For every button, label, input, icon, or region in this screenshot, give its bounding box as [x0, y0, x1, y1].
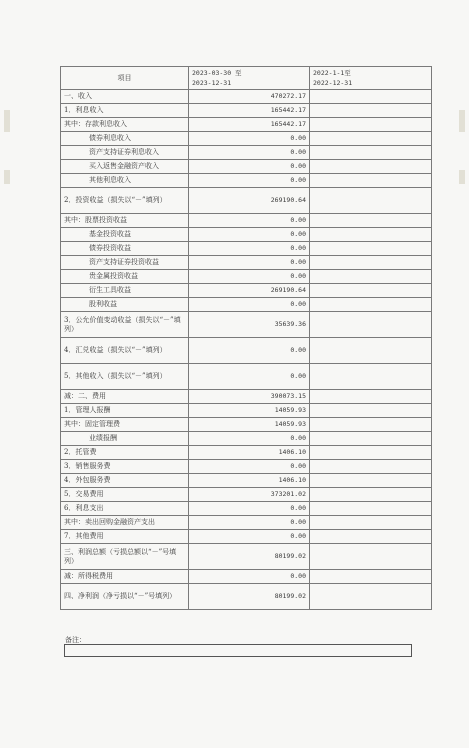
row-prior-value: [310, 298, 432, 312]
scan-artifact: [459, 110, 465, 132]
row-prior-value: [310, 418, 432, 432]
table-row: [61, 460, 432, 474]
row-current-value: 373201.02: [189, 488, 310, 502]
row-prior-value: [310, 364, 432, 390]
row-current-value: 0.00: [189, 132, 310, 146]
row-current-value: 0.00: [189, 298, 310, 312]
row-current-value: 269190.64: [189, 188, 310, 214]
row-current-value: 0.00: [189, 516, 310, 530]
row-label: 6．利息支出: [61, 502, 189, 516]
row-label: 4．汇兑收益（损失以“－”填列）: [61, 338, 189, 364]
row-prior-value: [310, 474, 432, 488]
row-current-value: 0.00: [189, 160, 310, 174]
table-row: [61, 530, 432, 544]
table-row: [61, 544, 432, 570]
row-label: 买入返售金融资产收入: [61, 160, 189, 174]
row-label: 三、利润总额（亏损总额以“－”号填列）: [61, 544, 189, 570]
table-row: [61, 502, 432, 516]
table-row: [61, 446, 432, 460]
row-label: 资产支持证券利息收入: [61, 146, 189, 160]
row-label: 7．其他费用: [61, 530, 189, 544]
row-current-value: 390073.15: [189, 390, 310, 404]
table-row: [61, 90, 432, 104]
table-row: [61, 312, 432, 338]
row-label: 3．销售服务费: [61, 460, 189, 474]
row-prior-value: [310, 460, 432, 474]
row-label: 基金投资收益: [61, 228, 189, 242]
table-row: [61, 270, 432, 284]
row-prior-value: [310, 544, 432, 570]
row-label: 债券利息收入: [61, 132, 189, 146]
table-row: [61, 404, 432, 418]
header-current-line2: 2023-12-31: [192, 79, 232, 87]
row-label: 其中：固定管理费: [61, 418, 189, 432]
row-current-value: 0.00: [189, 502, 310, 516]
row-prior-value: [310, 174, 432, 188]
row-prior-value: [310, 502, 432, 516]
table-row: [61, 418, 432, 432]
row-label: 贵金属投资收益: [61, 270, 189, 284]
row-prior-value: [310, 488, 432, 502]
row-current-value: 269190.64: [189, 284, 310, 298]
row-prior-value: [310, 404, 432, 418]
row-current-value: 0.00: [189, 364, 310, 390]
row-prior-value: [310, 132, 432, 146]
header-current-line1: 2023-03-30 至: [192, 69, 242, 77]
table-row: [61, 390, 432, 404]
row-label: 5．交易费用: [61, 488, 189, 502]
row-current-value: 14059.93: [189, 418, 310, 432]
row-label: 1．管理人报酬: [61, 404, 189, 418]
row-prior-value: [310, 146, 432, 160]
table-row: [61, 214, 432, 228]
table-row: [61, 104, 432, 118]
row-current-value: 0.00: [189, 228, 310, 242]
row-label: 其中：股票投资收益: [61, 214, 189, 228]
row-current-value: 35639.36: [189, 312, 310, 338]
row-current-value: 165442.17: [189, 104, 310, 118]
row-current-value: 0.00: [189, 256, 310, 270]
row-current-value: 0.00: [189, 214, 310, 228]
row-label: 业绩报酬: [61, 432, 189, 446]
scan-artifact: [459, 170, 465, 184]
row-label: 其中：卖出回购金融资产支出: [61, 516, 189, 530]
header-prior-line1: 2022-1-1至: [313, 69, 351, 77]
table-row: [61, 146, 432, 160]
row-prior-value: [310, 270, 432, 284]
scan-artifact: [4, 170, 10, 184]
row-prior-value: [310, 214, 432, 228]
table-row: [61, 432, 432, 446]
row-label: 2．托管费: [61, 446, 189, 460]
header-prior-line2: 2022-12-31: [313, 79, 353, 87]
row-label: 4．外包服务费: [61, 474, 189, 488]
row-prior-value: [310, 570, 432, 584]
table-row: [61, 488, 432, 502]
header-item: 项目: [61, 67, 189, 90]
income-statement-table: [60, 66, 432, 610]
row-current-value: 0.00: [189, 242, 310, 256]
row-prior-value: [310, 188, 432, 214]
row-label: 5．其他收入（损失以“－”填列）: [61, 364, 189, 390]
table-row: [61, 364, 432, 390]
row-prior-value: [310, 118, 432, 132]
row-label: 衍生工具收益: [61, 284, 189, 298]
row-current-value: 80199.02: [189, 584, 310, 610]
table-row: [61, 188, 432, 214]
row-prior-value: [310, 446, 432, 460]
table-row: [61, 174, 432, 188]
row-current-value: 80199.02: [189, 544, 310, 570]
row-prior-value: [310, 390, 432, 404]
table-row: [61, 242, 432, 256]
row-label: 四、净利润（净亏损以“－”号填列）: [61, 584, 189, 610]
row-label: 一、收入: [61, 90, 189, 104]
table-row: [61, 570, 432, 584]
row-current-value: 470272.17: [189, 90, 310, 104]
row-prior-value: [310, 90, 432, 104]
notes-label: 备注：: [65, 635, 86, 647]
row-current-value: 14059.93: [189, 404, 310, 418]
row-prior-value: [310, 104, 432, 118]
row-current-value: 0.00: [189, 146, 310, 160]
row-prior-value: [310, 338, 432, 364]
table-row: [61, 228, 432, 242]
header-prior-period: [310, 67, 432, 90]
row-prior-value: [310, 584, 432, 610]
row-current-value: 0.00: [189, 530, 310, 544]
table-row: [61, 160, 432, 174]
header-current-period: [189, 67, 310, 90]
row-prior-value: [310, 256, 432, 270]
row-label: 其他利息收入: [61, 174, 189, 188]
table-header-row: [61, 67, 432, 90]
row-label: 1．利息收入: [61, 104, 189, 118]
row-label: 3．公允价值变动收益（损失以“－”填列）: [61, 312, 189, 338]
table-row: [61, 584, 432, 610]
table-row: [61, 298, 432, 312]
row-label: 债券投资收益: [61, 242, 189, 256]
row-current-value: 0.00: [189, 174, 310, 188]
row-current-value: 0.00: [189, 570, 310, 584]
row-prior-value: [310, 312, 432, 338]
table-row: [61, 474, 432, 488]
row-prior-value: [310, 530, 432, 544]
row-label: 2．投资收益（损失以“－”填列）: [61, 188, 189, 214]
row-label: 其中：存款利息收入: [61, 118, 189, 132]
row-label: 资产支持证券投资收益: [61, 256, 189, 270]
row-prior-value: [310, 432, 432, 446]
row-prior-value: [310, 284, 432, 298]
row-prior-value: [310, 160, 432, 174]
row-current-value: 0.00: [189, 270, 310, 284]
row-prior-value: [310, 242, 432, 256]
table-row: [61, 132, 432, 146]
table-row: [61, 338, 432, 364]
row-current-value: 1406.10: [189, 474, 310, 488]
table-row: [61, 516, 432, 530]
row-label: 股利收益: [61, 298, 189, 312]
scan-artifact: [4, 110, 10, 132]
row-current-value: 0.00: [189, 460, 310, 474]
row-label: 减：二、费用: [61, 390, 189, 404]
notes-box: [64, 644, 412, 657]
row-current-value: 165442.17: [189, 118, 310, 132]
row-prior-value: [310, 516, 432, 530]
row-current-value: 0.00: [189, 338, 310, 364]
row-prior-value: [310, 228, 432, 242]
table-row: [61, 256, 432, 270]
table-row: [61, 284, 432, 298]
row-current-value: 0.00: [189, 432, 310, 446]
table-row: [61, 118, 432, 132]
row-current-value: 1406.10: [189, 446, 310, 460]
row-label: 减：所得税费用: [61, 570, 189, 584]
